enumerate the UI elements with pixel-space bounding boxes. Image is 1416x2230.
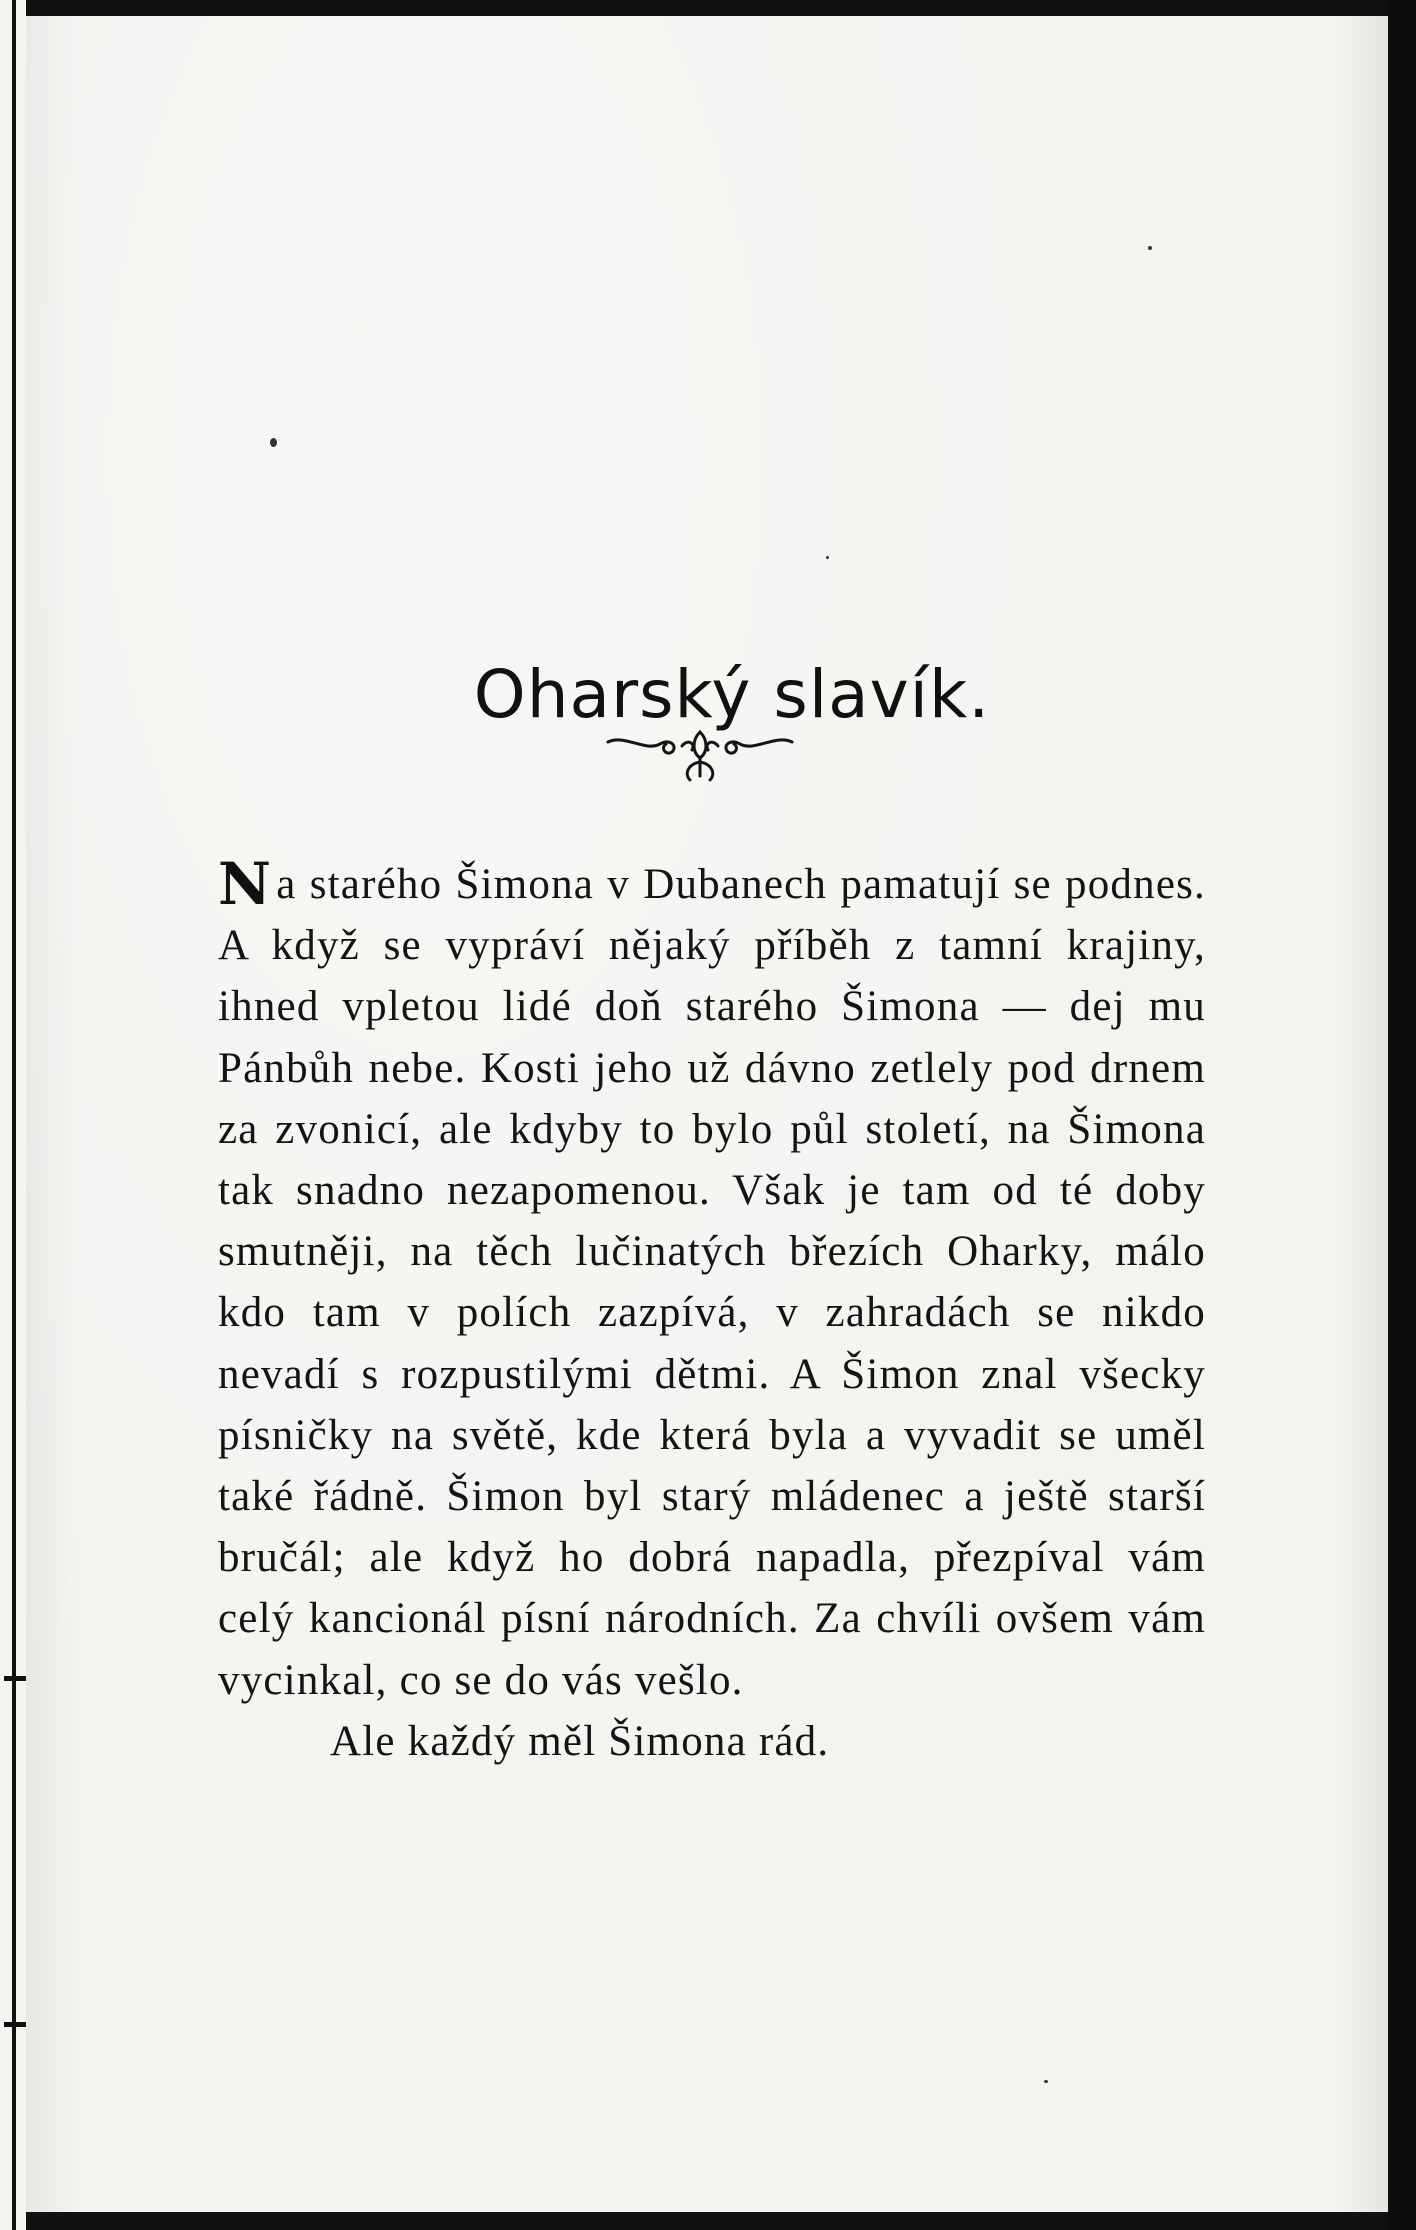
paragraph [218,850,1206,1711]
ink-speck [826,556,829,559]
ornament-icon [600,722,800,788]
right-page-edge [1388,0,1416,2230]
binding-mark [4,1676,26,1681]
chapter-body [218,850,1206,1772]
ink-speck [1148,246,1152,250]
binding-rule [12,0,16,2230]
ink-speck [1044,2080,1048,2083]
paragraph: Ale každý měl Šimona rád. [330,1717,830,1765]
ink-speck [270,438,277,447]
chapter-title: Oharský slavík. [473,656,991,734]
left-page-edge [0,0,26,2230]
drop-cap: N [218,850,273,918]
binding-mark [4,2022,26,2027]
paragraph-text: a starého Šimona v Dubanech pamatují se podnes. A když se vypráví nějaký příběh z tamní krajiny, ihned vpletou lidé doň starého Šimona — dej mu Pánbůh nebe. Kosti jeho už dávno zetlely pod drnem za zvonicí, ale kdyby to bylo půl století, na Šimona tak snadno nezapomenou. Však je tam od té doby smutněji, na těch lučinatých březích Oharky, málo kdo tam v polích zazpívá, v zahradách se nikdo nevadí s rozpustilými dětmi. A Šimon znal všecky písničky na světě, kde která byla a vyvadit se uměl také řádně. Šimon byl starý mládenec a ještě starší bručál; ale když ho dobrá napadla, přezpíval vám celý kancionál písní národních. Za chvíli ovšem vám vycinkal, co se do vás vešlo. [218,861,1206,1704]
